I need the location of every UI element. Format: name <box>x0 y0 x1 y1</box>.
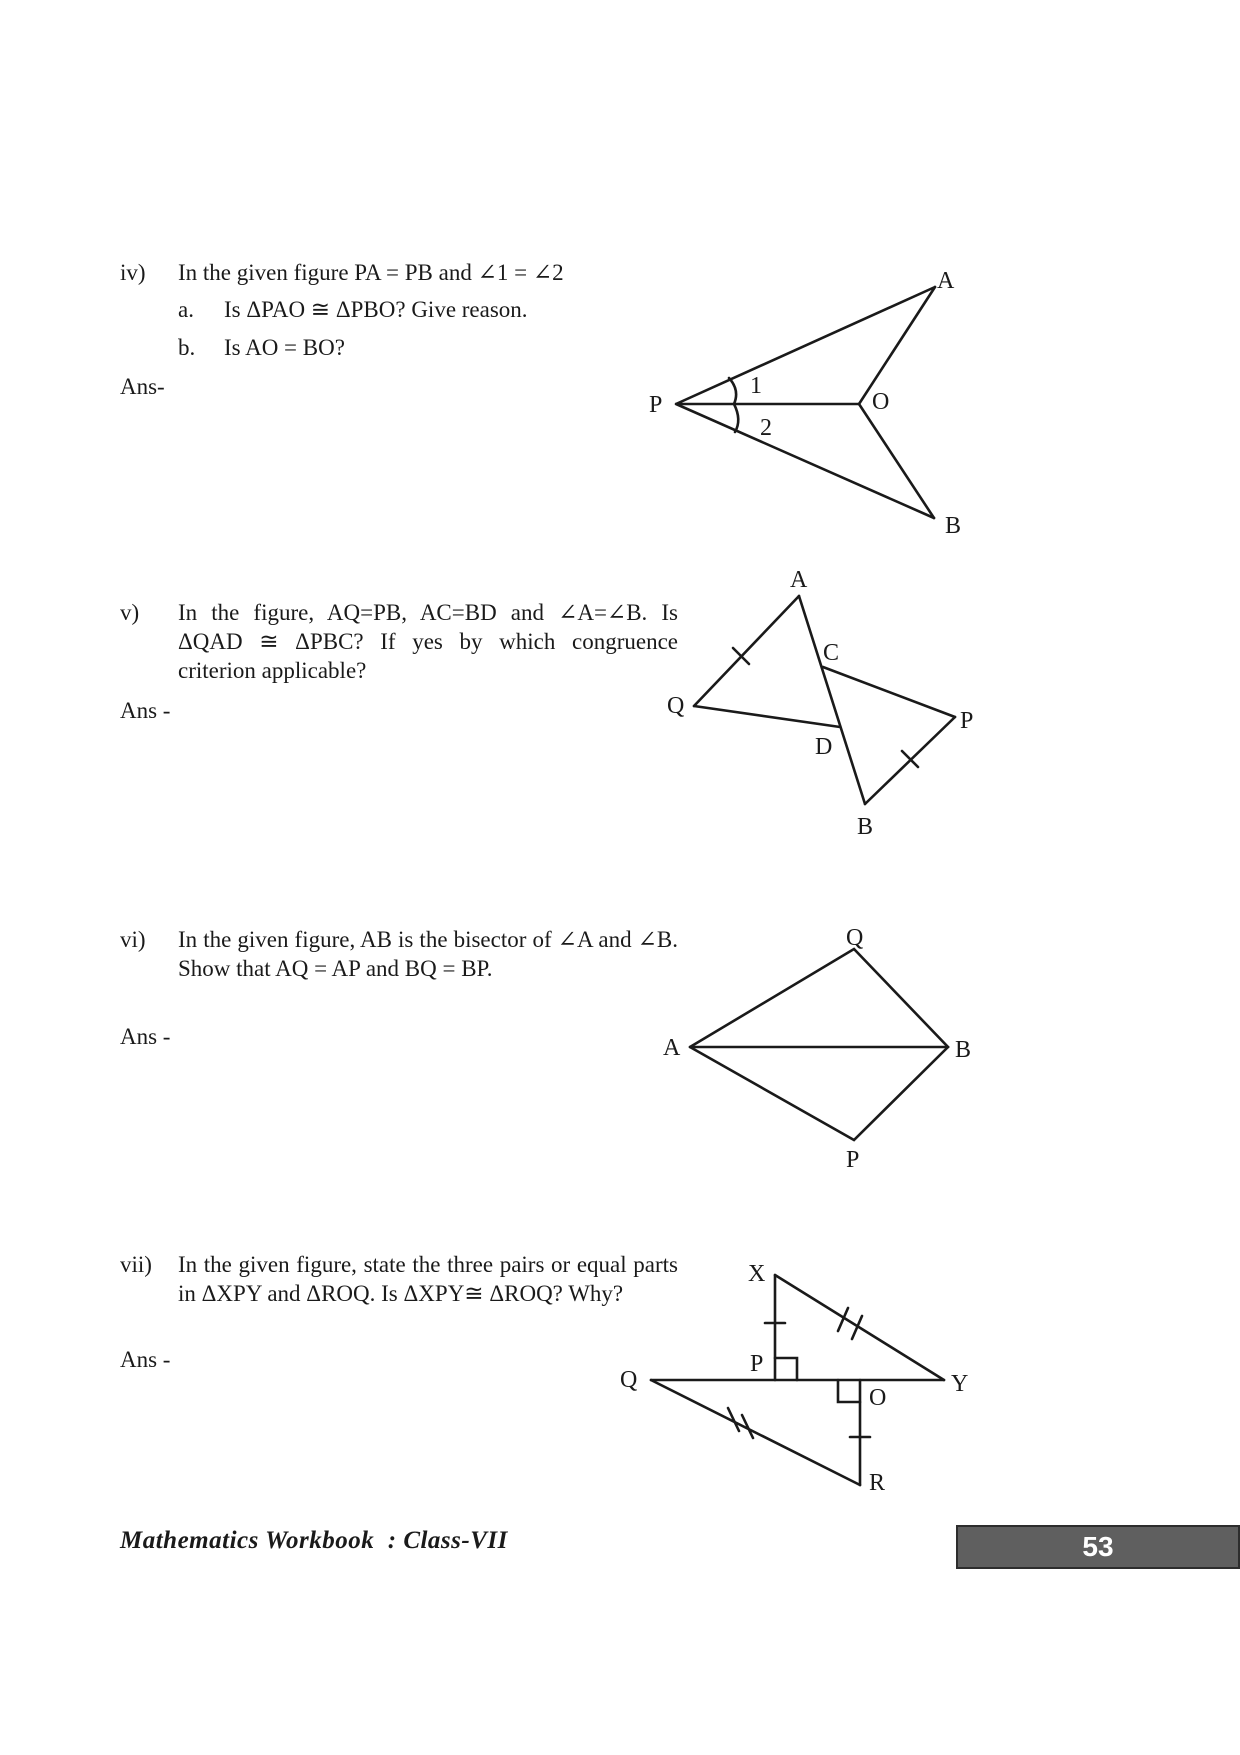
answer-label: Ans- <box>120 374 165 399</box>
label-c: C <box>823 640 840 666</box>
label-x: X <box>748 1261 766 1287</box>
sub-text: Is AO = BO? <box>224 335 345 360</box>
label-p: P <box>960 708 974 734</box>
figure-vii <box>610 1250 970 1500</box>
label-d: D <box>815 734 833 760</box>
segment-xy <box>775 1275 944 1380</box>
segment-qa <box>694 596 799 706</box>
sub-text: Is ΔPAO ≅ ΔPBO? Give reason. <box>224 297 528 322</box>
label-q: Q <box>667 693 685 719</box>
answer-label: Ans - <box>120 1024 171 1049</box>
label-b: B <box>945 513 962 539</box>
label-o: O <box>872 389 890 415</box>
segment-qd <box>694 706 840 727</box>
angle-arc-2 <box>734 404 738 432</box>
sub-label: b. <box>178 335 196 360</box>
question-text: In the given figure PA = PB and ∠1 = ∠2 <box>178 260 564 285</box>
question-number: v) <box>120 600 140 625</box>
segment-ab <box>799 596 865 804</box>
label-b: B <box>955 1037 972 1063</box>
figure-vi <box>655 915 975 1175</box>
answer-label: Ans - <box>120 698 171 723</box>
figure-v <box>660 560 980 840</box>
label-b: B <box>857 814 874 840</box>
label-a: A <box>937 268 955 294</box>
right-angle-o <box>838 1380 860 1402</box>
label-q: Q <box>620 1367 638 1393</box>
question-text: In the given figure, AB is the bisector of ∠A and ∠B. Show that AQ = AP and BQ = BP. <box>178 927 678 981</box>
answer-label: Ans - <box>120 1347 171 1372</box>
question-text: In the figure, AQ=PB, AC=BD and ∠A=∠B. Is ΔQAD ≅ ΔPBC? If yes by which congruence criterion applicable? <box>178 600 678 683</box>
question-text: In the given figure, state the three pairs or equal parts in ΔXPY and ΔROQ. Is ΔXPY≅ ΔROQ? Why? <box>178 1252 678 1306</box>
label-p: P <box>846 1147 860 1173</box>
label-p: P <box>649 392 663 418</box>
label-a: A <box>790 567 808 593</box>
question-number: vii) <box>120 1252 152 1277</box>
sub-label: a. <box>178 297 194 322</box>
figure-iv <box>630 260 980 550</box>
label-r: R <box>869 1470 886 1496</box>
footer-title: Mathematics Workbook : Class-VII <box>120 1527 508 1554</box>
question-number: vi) <box>120 927 146 952</box>
angle-arc-1 <box>729 378 736 404</box>
sub-question-b <box>178 335 345 361</box>
sub-question-a <box>178 297 528 323</box>
segment-cp <box>823 667 955 717</box>
page-number: 53 <box>956 1525 1240 1569</box>
label-o: O <box>869 1385 887 1411</box>
right-angle-p <box>775 1358 797 1380</box>
label-1: 1 <box>750 373 762 399</box>
label-2: 2 <box>760 415 772 441</box>
label-q: Q <box>846 925 864 951</box>
label-p: P <box>750 1351 764 1377</box>
kite-outline <box>690 949 948 1140</box>
label-y: Y <box>951 1371 969 1397</box>
question-number: iv) <box>120 260 146 285</box>
label-a: A <box>663 1035 681 1061</box>
segment-qr <box>651 1380 860 1485</box>
